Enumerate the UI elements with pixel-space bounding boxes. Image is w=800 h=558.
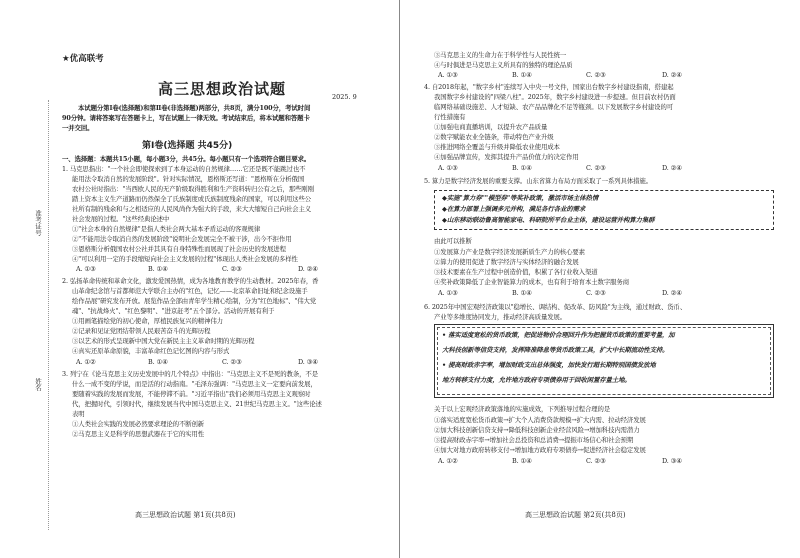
page-title: 高三思想政治试题	[158, 80, 287, 98]
q5-option: ③技术要素在生产过程中创造价值，积累了各行业收入渠道	[434, 268, 598, 276]
instructions-line: 本试题分第Ⅰ卷(选择题)和第Ⅱ卷(非选择题)两部分，共8页，满分100分，考试时间	[78, 104, 311, 112]
q1-option: ④"可以利用一定的手段缩短向社会主义发展的过程"体现出人类社会发展的多样性	[72, 255, 298, 263]
q1-answer-d: D. ②④	[298, 265, 318, 273]
section-intro: 一、选择题：本题共15小题，每小题3分，共45分。每小题只有一个选项符合题目要求。	[62, 155, 311, 163]
q1-stem-line: 1. 马克思指出："一个社会即使探索到了本身运动的自然规律……它还是既不能跳过也不	[62, 165, 306, 173]
q3-answer-a: A. ①③	[438, 71, 458, 79]
q2-stem-line: 绘作品展"研究发布开放。展览作品全部由青年学生精心绘制，分为"红色地标"、"伟大党	[72, 297, 317, 305]
q5-answer-a: A. ①③	[438, 289, 458, 297]
q1-stem-line: 社会发展的过程。"这些经典论述中	[72, 215, 170, 223]
q6-option: ③提高财政赤字率→增加社会总投资和总消费→提振市场信心和社会预期	[434, 436, 634, 444]
q1-stem-line: 能用法令取消自然的发展阶段"。针对实际情况，恩格斯还写道："恩格斯在分析俄国	[72, 175, 305, 183]
q3-option: ④与时俱进是马克思主义所具有的独特的理论品质	[434, 61, 573, 69]
section-heading: 第Ⅰ卷(选择题 共45分)	[142, 141, 233, 151]
q2-option: ③以艺术的形式呈现新中国大党在新民主主义革命时期的光辉历程	[72, 337, 255, 345]
q3-stem-line: 代，把握时代，引领时代，继续发展当代中国马克思主义、21世纪马克思主义。"这些论述	[72, 400, 322, 408]
q3-answer-c: C. ②③	[586, 71, 606, 79]
q2-answer-a: A. ①②	[76, 358, 96, 366]
q4-option: ③推进网络全覆盖与升级并降低农业使用成本	[434, 143, 560, 151]
q6-answer-d: D. ③④	[662, 457, 682, 465]
q5-material-line: ◆实施"算力券""模型券"等奖补政策，激活市场主体热情	[442, 194, 599, 202]
q5-material-line: ◆山东移动联动鲁高智能家电、科研院所平台业主体，建设运营并构算力集群	[442, 216, 655, 224]
q6-material-line: • 落实适度宽松的货币政策，把促进物价合理回升作为把握货币政策的重要考量，加	[442, 331, 675, 339]
q4-stem-line: 我国数字乡村建设的"四梁八柱"。2025年，数字乡村建设进一步提速。但目前农村仍面	[434, 93, 676, 101]
exam-tag: ★优高联考	[62, 54, 104, 64]
q2-answer-d: D. ③④	[298, 358, 318, 366]
q3-option: ③马克思主义的生命力在于科学性与人民性统一	[434, 51, 567, 59]
q3-option: ②马克思主义是科学的思想武器在于它的实用性	[72, 430, 205, 438]
q5-option: ①发展算力产业是数字经济发展新质生产力的核心要素	[434, 248, 585, 256]
q6-material-line: 地方转移支付力度，允许地方政府专项债券用于回收闲置存量土地。	[442, 376, 631, 384]
q5-answer-d: D. ②④	[662, 289, 682, 297]
q5-option: ④奖补政策降低了企业智能算力的成本，也有利于培育本土数字服务商	[434, 278, 630, 286]
instructions-line: 90分钟。请将答案写在答题卡上，写在试题上一律无效。考试结束后，将本试题和答题卡	[62, 114, 310, 122]
q6-answer-a: A. ①②	[438, 457, 458, 465]
q3-stem-line: 要随着实践的发展而发展，不能停滞不前。"习近平指出"我们必须用马克思主义观察时	[72, 390, 311, 398]
q1-option: ②"不能用法令取消自然的发展阶段"说明社会发展完全不被干涉，出今不拒作用	[72, 235, 292, 243]
q1-option: ①"社会本身的自然规律"是指人类社会两大基本矛盾运动的客观规律	[72, 225, 261, 233]
q4-answer-d: D. ②④	[662, 164, 682, 172]
q4-stem-line: 行性措施有	[434, 113, 466, 121]
q5-material-line: ◆在算力部署上强调多元并构，满足各行各业的需求	[442, 205, 586, 213]
page-footer: 高三思想政治试题 第2页(共8页)	[525, 511, 626, 519]
q6-material-line: • 提高财政赤字率，增加财政支出总体强度，加快发行超长期特别国债发放地	[442, 361, 656, 369]
q3-answer-d: D. ②④	[662, 71, 682, 79]
q2-stem-line: 山革命纪念馆与首都师范大学联合主办的"红色，记忆——北京革命旧址和纪念设施手	[72, 287, 308, 295]
q2-stem-line: 魂"、"抗战烽火"、"红色黎明"、"进京赶考"五个部分。活动的开展有利于	[72, 307, 275, 315]
page-footer: 高三思想政治试题 第1页(共8页)	[135, 511, 236, 519]
q6-answer-c: C. ②③	[586, 457, 606, 465]
q6-option: ①落实适度宽松货币政策→扩大个人消费贷款规模→扩大内需、拉动经济发展	[434, 416, 646, 424]
exam-date: 2025. 9	[332, 93, 357, 101]
q3-answer-b: B. ①④	[512, 71, 532, 79]
name-label: 姓名	[34, 378, 42, 391]
exam-number-label: 准考证号	[34, 210, 42, 236]
q3-stem-line: 3. 列宁在《论马克思主义历史发展中的几个特点》中指出："马克思主义不是死的教条，不是	[62, 370, 319, 378]
q3-stem-line: 表明	[72, 410, 85, 418]
q3-stem-line: 什么一成不变的学说，而是活的行动指南。"毛泽东强调："马克思主义一定要向前发展，	[72, 380, 317, 388]
instructions-line: 一并交回。	[62, 124, 94, 132]
q3-option: ①人类社会实践的发展必然要求理论的不断创新	[72, 420, 205, 428]
q6-stem-line: 6. 2025年中国宏观经济政策以"稳增长、调结构、促改革、防风险"为主线，通过财政、货币、	[424, 303, 687, 311]
q4-option: ②数字赋能农业全链条，带动特色产业升级	[434, 133, 554, 141]
q1-option: ③恩格斯分析俄国农村公社并其具有自身特殊性而展现了社会历史的发展进程	[72, 245, 286, 253]
q5-answer-b: B. ①④	[512, 289, 532, 297]
q4-stem-line: 临网络基础设施差、人才短缺、农产品品牌化不足等瓶颈。以下发展数字乡村建设的可	[434, 103, 674, 111]
q5-option: ②算力的使用促进了数字经济与实体经济的融合发展	[434, 258, 579, 266]
q1-stem-line: 农村公社时指出："当西欧人民的无产阶级取得胜利和生产资料转归公有之后，那些刚刚	[72, 185, 314, 193]
q6-option: ④加大对地方政府转移支付→增加地方政府专项债券→促进经济社会稳定发展	[434, 446, 646, 454]
q2-option: ②记录和见证党团结带领人民艰苦奋斗的光辉历程	[72, 327, 211, 335]
q4-option: ④加强品牌宣传，发挥其提升产品价值力的决定作用	[434, 153, 579, 161]
q4-stem-line: 4. 自2018年起，"数字乡村"连续写入中央一号文件，国家出台数字乡村建设指南，搭建起	[424, 83, 674, 91]
q5-lead: 由此可以推断	[434, 237, 472, 245]
q4-answer-a: A. ①③	[438, 164, 458, 172]
right-page	[400, 0, 800, 558]
q2-stem-line: 2. 弘扬革命传统和革命文化，激发爱国热情，成为各地教育教学的生动教材。2025年春，香	[62, 277, 319, 285]
q1-stem-line: 踏上资本主义生产道路而仍然保全了氏族制度或氏族制度残余的国家，可以利用这些公	[72, 195, 312, 203]
q6-lead: 关于以上宏观经济政策落地的实施成效，下列推导过程合理的是	[434, 405, 611, 413]
q2-answer-c: C. ②③	[222, 358, 242, 366]
q5-stem: 5. 算力是数字经济发展的重要支撑。山东省算力布局方面采取了一系列具体措施。	[424, 177, 652, 185]
q6-option: ②加大科技创新信贷支持→降低科技创新企业经营风险→增加科技内需潜力	[434, 426, 640, 434]
q5-answer-c: C. ②③	[586, 289, 606, 297]
q1-answer-b: B. ①④	[148, 265, 168, 273]
q2-option: ④真实还原革命原貌，丰富革命红色记忆图的内容与形式	[72, 347, 230, 355]
q1-answer-c: C. ②③	[222, 265, 242, 273]
q4-answer-c: C. ②③	[586, 164, 606, 172]
q6-material-line: 大科技创新等信贷支持，发挥降准降息等货币政策工具，扩大中长期流动性支持。	[442, 346, 669, 354]
q2-option: ①用画笔描绘党的初心使命，厚植民族复兴的精神伟力	[72, 317, 223, 325]
q4-option: ①加强电商直播培训，以提升农产品质量	[434, 123, 548, 131]
q1-stem-line: 社所有制的残余和与之相适应的人民风尚作为强大的手段，来大大缩短自己向社会主义	[72, 205, 312, 213]
q1-answer-a: A. ①③	[76, 265, 96, 273]
q4-answer-b: B. ①④	[512, 164, 532, 172]
q6-stem-line: 产业等多维度协同发力，推动经济高质量发展。	[434, 313, 567, 321]
binding-line	[48, 100, 49, 530]
q6-answer-b: B. ①④	[512, 457, 532, 465]
q2-answer-b: B. ①④	[148, 358, 168, 366]
